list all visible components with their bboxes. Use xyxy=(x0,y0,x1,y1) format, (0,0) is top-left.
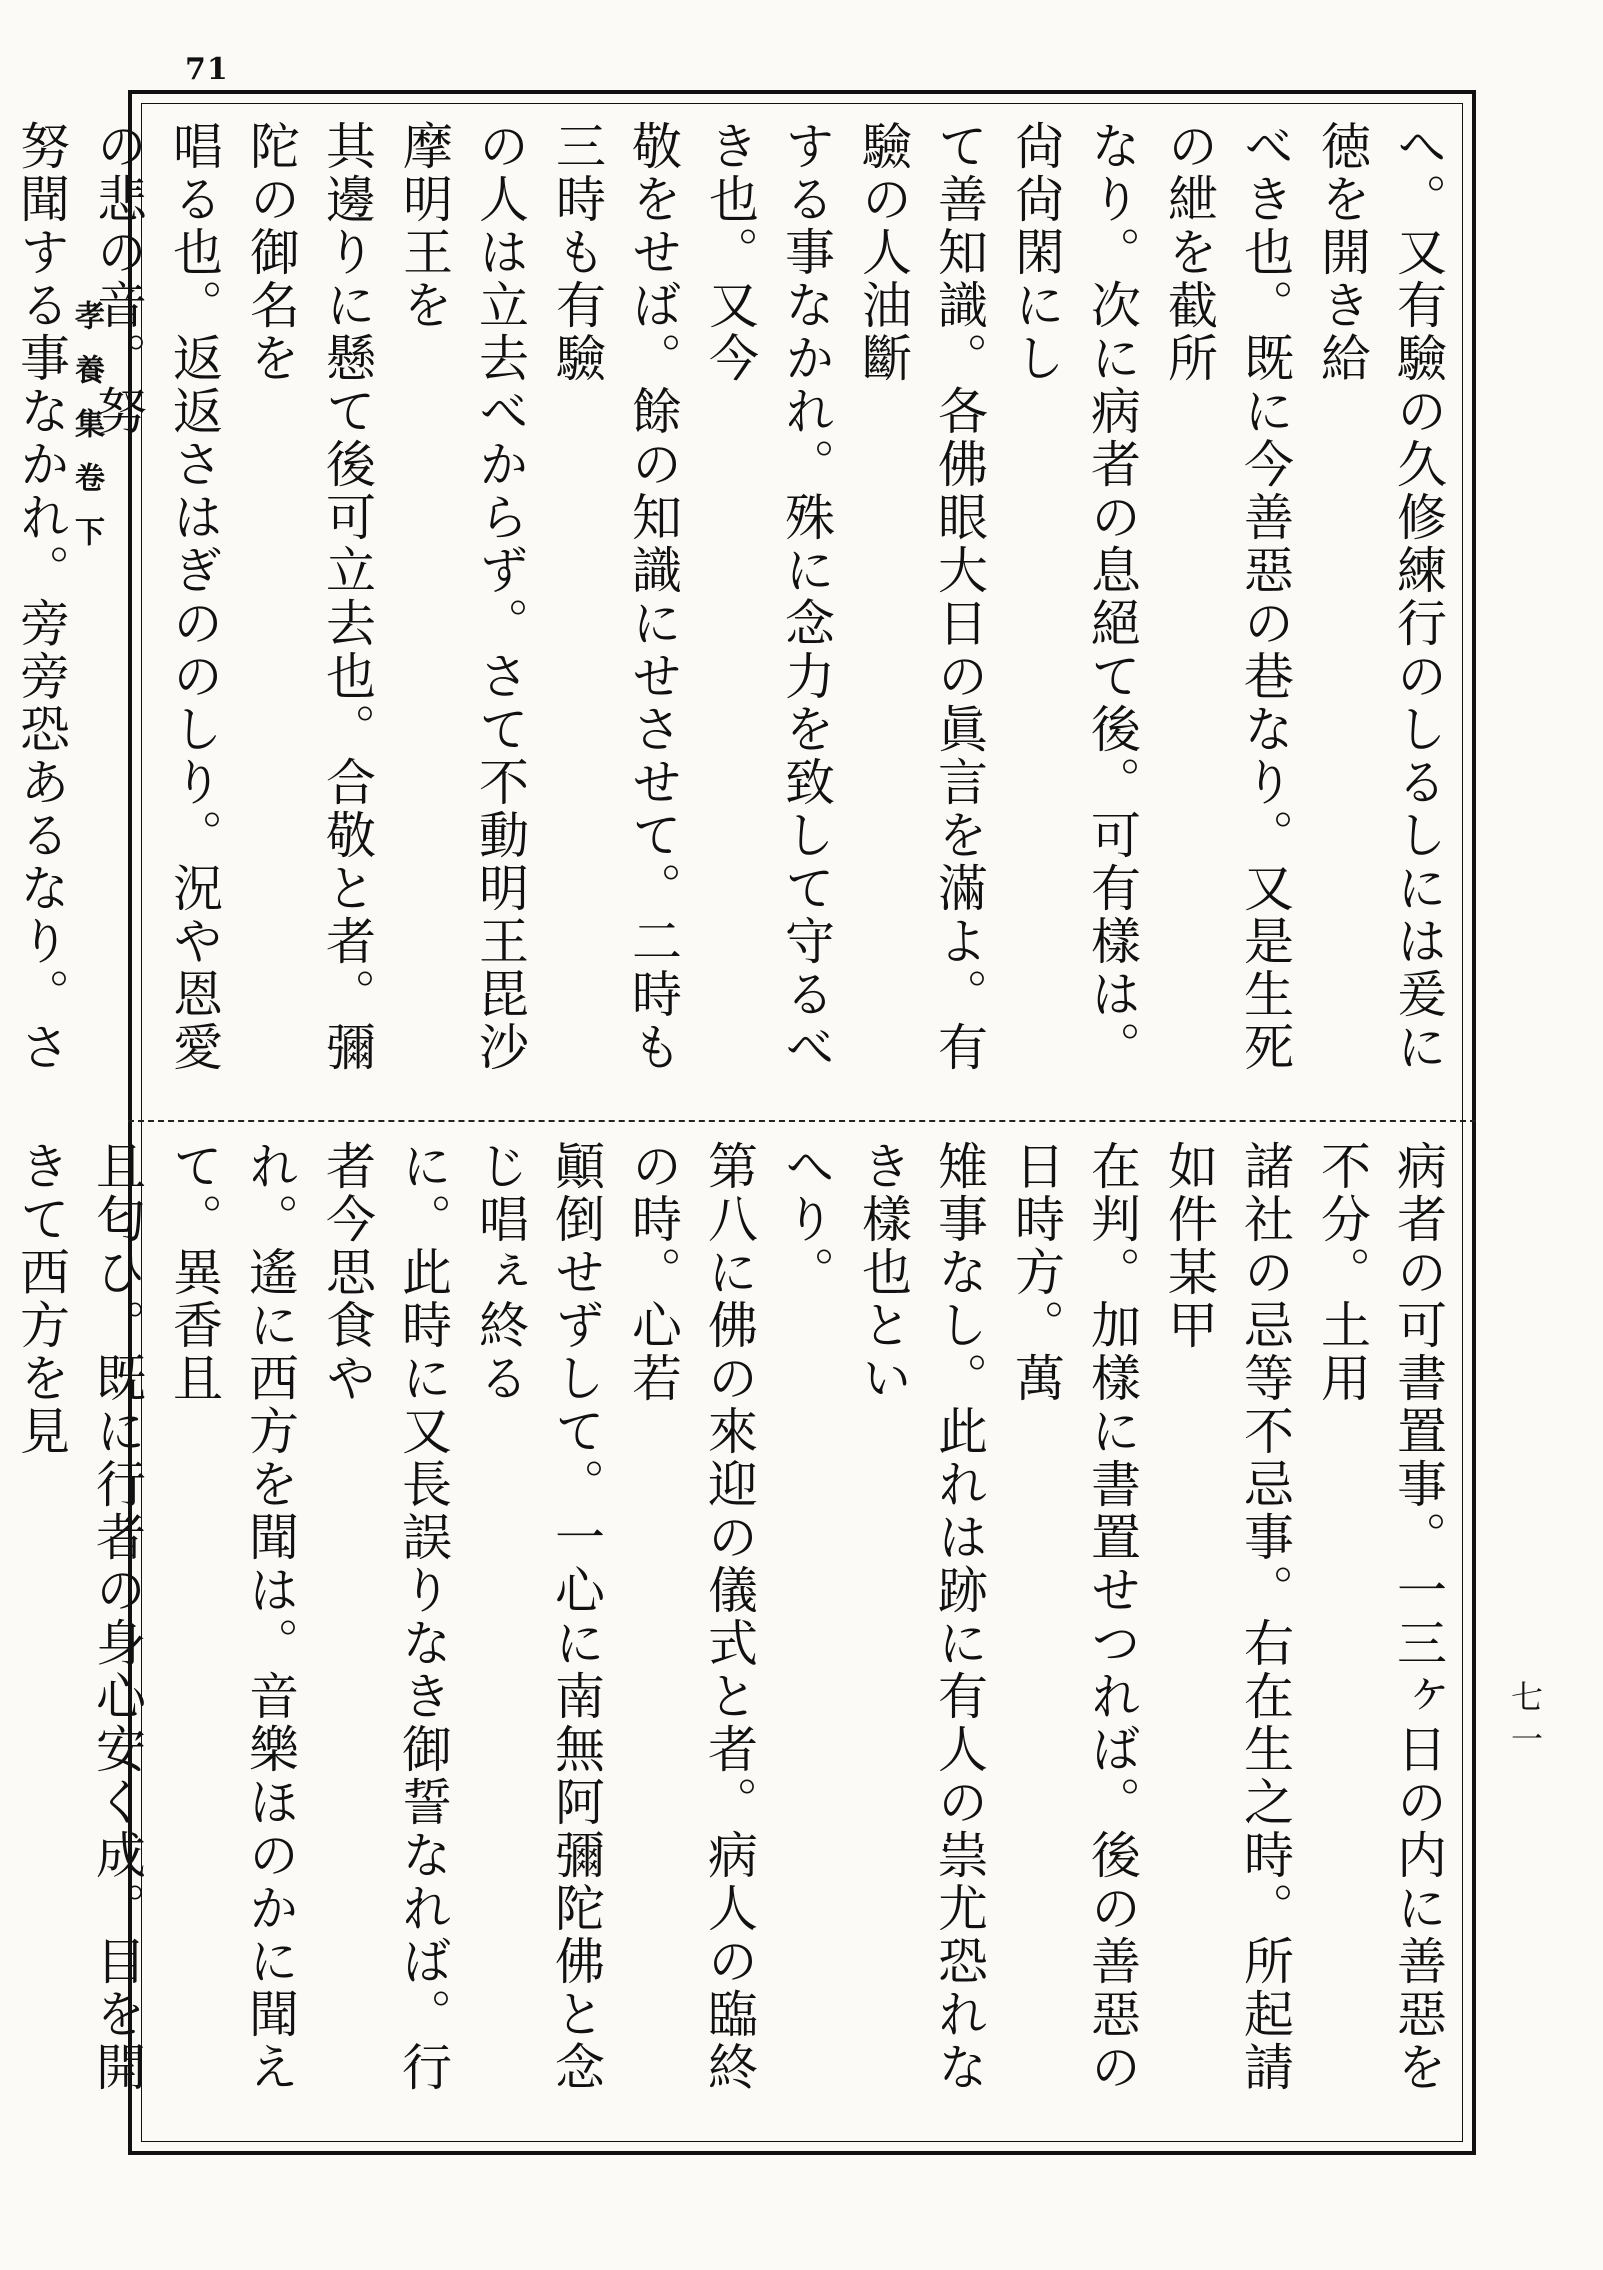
side-page-number: 七一 xyxy=(1506,1680,1544,1764)
text-line: 雉事なし。此れは跡に有人の祟尤恐れなき樣也とい xyxy=(854,1140,988,2094)
text-line: れ。遙に西方を聞は。音樂ほのかに聞えて。異香且 xyxy=(165,1140,299,2094)
text-line: て善知識。各佛眼大日の眞言を滿よ。有驗の人油斷 xyxy=(854,120,988,1074)
text-line: 病者の可書置事。一三ヶ日の内に善惡を不分。土用 xyxy=(1313,1140,1447,2094)
text-line: する事なかれ。殊に念力を致して守るべき也。又今 xyxy=(701,120,835,1074)
text-line: 努聞する事なかれ。旁旁恐あるなり。さ xyxy=(12,120,70,1074)
text-line: 敬をせば。餘の知識にせさせて。二時も三時も有驗 xyxy=(548,120,682,1074)
text-line: なり。次に病者の息絕て後。可有樣は。尙尙閑にし xyxy=(1007,120,1141,1074)
page-number: 71 xyxy=(185,52,229,87)
text-line: に。此時に又長誤りなき御誓なれば。行者今思食や xyxy=(318,1140,452,2094)
text-line: へり。 xyxy=(777,1140,835,1299)
text-line: 唱る也。返返さはぎののしり。況や恩愛の悲の音。努 xyxy=(89,120,223,1074)
text-line: の人は立去べからず。さて不動明王毘沙摩明王を xyxy=(395,120,529,1074)
text-line: 其邊りに懸て後可立去也。合敬と者。彌陀の御名を xyxy=(242,120,376,1074)
running-title: 孝養集卷下 xyxy=(69,300,104,570)
text-line xyxy=(0,1140,2,2100)
text-line: 且匂ひ。既に行者の身心安く成。目を開きて西方を見 xyxy=(12,1140,146,2094)
text-line: べき也。既に今善惡の巷なり。又是生死の紲を截所 xyxy=(1160,120,1294,1074)
section-heading-line: 第八に佛の來迎の儀式と者。病人の臨終の時。心若 xyxy=(624,1140,758,2094)
lower-text-block xyxy=(12,1140,1456,2100)
text-line: 顚倒せずして。一心に南無阿彌陀佛と念じ唱ぇ終る xyxy=(471,1140,605,2094)
text-line: 在判。加樣に書置せつれば。後の善惡の日時方。萬 xyxy=(1007,1140,1141,2094)
text-line: 諸社の忌等不忌事。右在生之時。所起請如件某甲 xyxy=(1160,1140,1294,2094)
text-line: へ。又有驗の久修練行のしるしには爰に徳を開き給 xyxy=(1313,120,1447,1074)
section-divider xyxy=(128,1120,1476,1122)
